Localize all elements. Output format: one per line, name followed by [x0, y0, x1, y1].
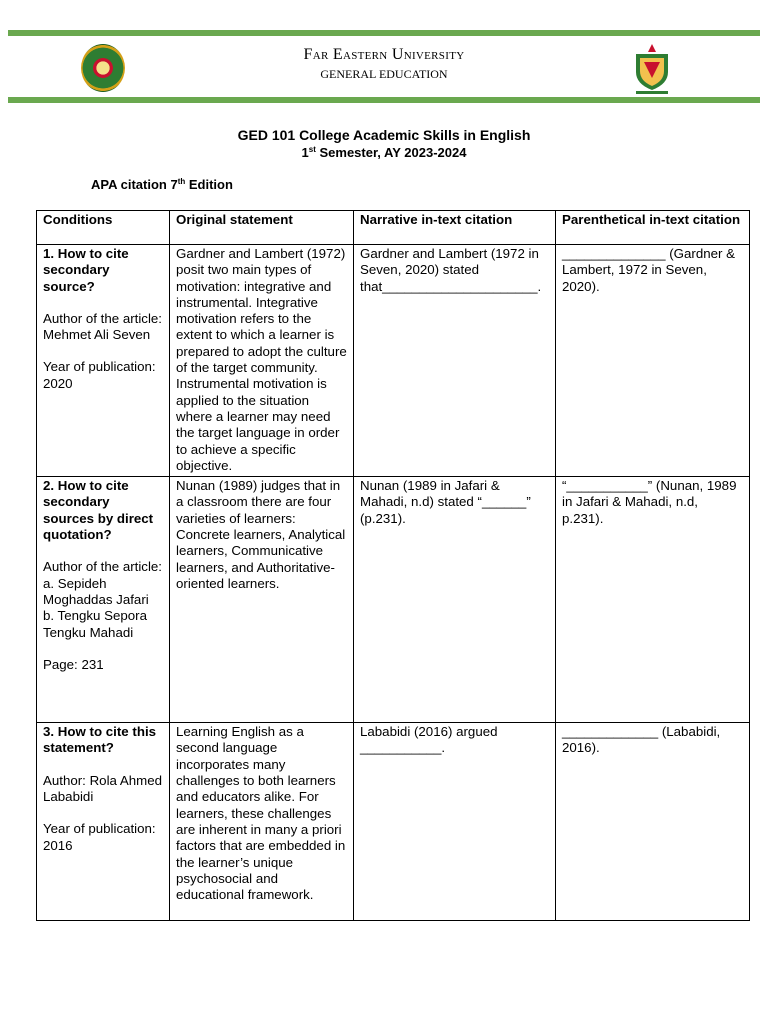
condition-title: 2. How to cite secondary sources by direct quotation? [43, 478, 154, 543]
narrative-citation-cell: Lababidi (2016) argued ___________. [354, 723, 556, 921]
original-statement-text: learners, Communicative learners, and Authoritative-oriented learners. [176, 543, 335, 591]
condition-detail: Year of publication: 2020 [43, 359, 156, 391]
table-row [37, 723, 750, 921]
condition-detail: Author: Rola Ahmed Lababidi [43, 772, 163, 805]
original-statement-text: Learning English as a second language incorporates many challenges to both learners and educators alike. For learners, these challenges are inherent in many a priori factors that are embedded in the learner’s unique [176, 724, 346, 870]
section-title [91, 177, 233, 192]
course-title: GED 101 College Academic Skills in English [237, 127, 531, 143]
original-statement-text: psychosocial and educational framework. [176, 870, 314, 903]
table-header-row [37, 211, 750, 245]
semester-text: Semester, AY 2023-2024 [315, 145, 467, 160]
narrative-citation-cell: Nunan (1989 in Jafari & Mahadi, n.d) stated “______” (p.231). [354, 477, 556, 723]
condition-cell [37, 245, 170, 477]
condition-title: 3. How to cite this statement? [43, 724, 157, 756]
table-row [37, 245, 750, 477]
condition-cell [37, 723, 170, 921]
original-statement-text: Gardner and Lambert (1972) posit two main types of motivation: integrative and instrumental. Integrative motivation refers to the extent to which a learner is prepared to adopt the culture of the target community. Instrumental motivation is applied to the situation where a learner may need the target language in order to achieve a specific objective. [176, 246, 347, 473]
condition-cell [37, 477, 170, 723]
semester-number: 1 [301, 145, 309, 160]
condition-detail: Author of the article: Mehmet Ali Seven [43, 310, 162, 343]
section-suffix: Edition [185, 177, 233, 192]
feu-seal-icon [81, 44, 125, 92]
header-rule-bottom [8, 97, 760, 103]
column-header-parenthetical: Parenthetical in-text citation [556, 211, 750, 245]
parenthetical-citation-cell: ______________ (Gardner & Lambert, 1972 in Seven, 2020). [556, 245, 750, 477]
table-row [37, 477, 750, 723]
original-statement-cell [170, 245, 354, 477]
condition-detail: Page: 231 [43, 656, 104, 672]
column-header-conditions: Conditions [37, 211, 170, 245]
citation-table [36, 210, 750, 921]
section-prefix: APA citation 7 [91, 177, 178, 192]
column-header-original: Original statement [170, 211, 354, 245]
semester-superscript: st [308, 145, 316, 154]
semester-line [0, 145, 768, 160]
condition-detail: Author of the article: a. Sepideh Moghaddas Jafari b. Tengku Sepora Tengku Mahadi [43, 559, 162, 640]
parenthetical-citation-cell: “___________” (Nunan, 1989 in Jafari & Mahadi, n.d, p.231). [556, 477, 750, 723]
condition-title: 1. How to cite secondary source? [43, 246, 129, 294]
section-superscript: th [177, 177, 186, 186]
general-education-logo-icon [630, 40, 674, 96]
narrative-citation-cell: Gardner and Lambert (1972 in Seven, 2020) stated that_____________________. [354, 245, 556, 477]
parenthetical-citation-cell: _____________ (Lababidi, 2016). [556, 723, 750, 921]
original-statement-cell [170, 477, 354, 723]
original-statement-text: Nunan (1989) judges that in a classroom there are four varieties of learners: Concrete learners, Analytical [176, 478, 346, 543]
original-statement-cell [170, 723, 354, 921]
department-name: GENERAL EDUCATION [320, 67, 448, 81]
university-name: Far Eastern University [303, 46, 465, 63]
column-header-narrative: Narrative in-text citation [354, 211, 556, 245]
header-rule-top [8, 30, 760, 36]
condition-detail: Year of publication: 2016 [43, 821, 156, 853]
